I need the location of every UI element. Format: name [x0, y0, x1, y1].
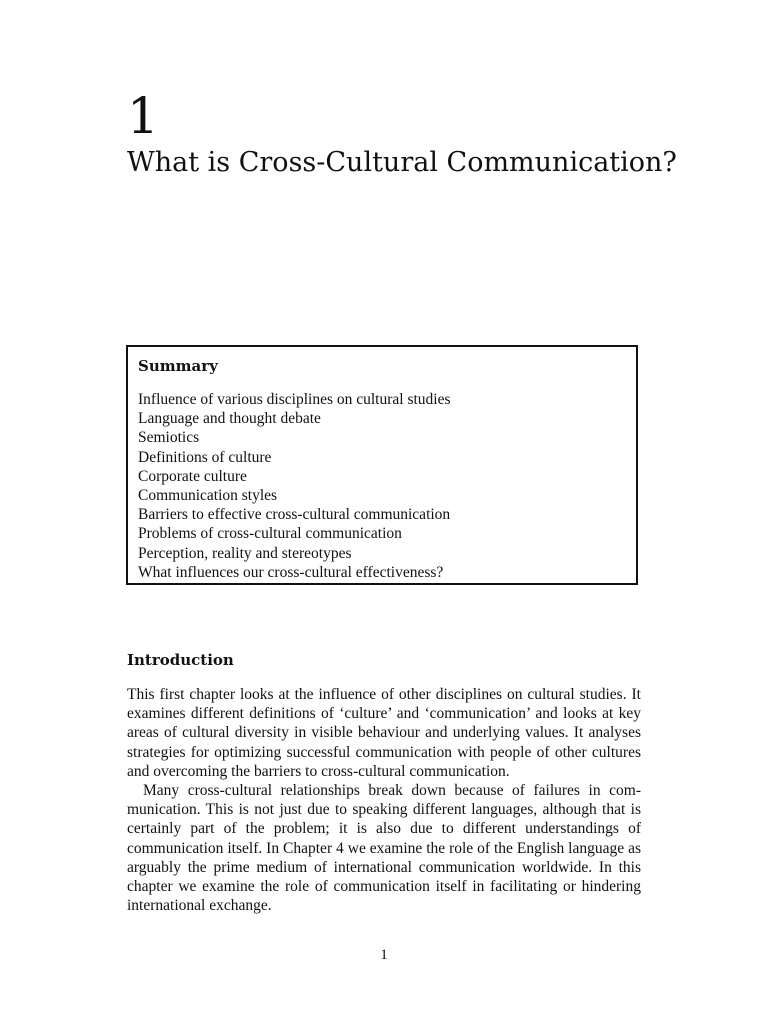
summary-box [126, 345, 638, 585]
summary-item: Problems of cross-cultural communication [138, 525, 402, 543]
summary-item: Perception, reality and stereotypes [138, 544, 352, 562]
summary-item: Definitions of culture [138, 448, 272, 466]
summary-item: Influence of various disciplines on cultural studies [138, 391, 451, 408]
summary-item: Language and thought debate [138, 410, 321, 428]
summary-item: What influences our cross-cultural effectiveness? [138, 563, 444, 581]
chapter-number: 1 [127, 87, 159, 145]
summary-item: Communication styles [138, 487, 278, 505]
introduction-heading: Introduction [127, 651, 234, 669]
summary-item: Semiotics [138, 429, 200, 447]
summary-item: Barriers to effective cross-cultural communication [138, 506, 451, 524]
chapter-title: What is Cross-Cultural Communication? [127, 147, 677, 178]
introduction-body [127, 685, 641, 915]
body-paragraph: Many cross-cultural relationships break down because of failures in communication. This is not just due to speaking different languages, although that is certainly part of the problem; it is also due to different understandings of communication itself. In Chapter 4 we examine the role of the English language as arguably the prime medium of international communication worldwide. In this chapter we examine the role of communication itself in facilitating or hindering international exchange. [127, 782, 641, 915]
summary-heading: Summary [138, 357, 218, 375]
summary-list [138, 390, 626, 582]
page-number: 1 [380, 947, 388, 963]
summary-item: Corporate culture [138, 467, 247, 485]
body-paragraph: This first chapter looks at the influence of other disciplines on cultural studies. It examines different definitions of ‘culture’ and ‘communication’ and looks at key areas of cultural diversity in visible behaviour and underlying values. It analyses strategies for optimizing successful communication with people of other cultures and overcoming the barriers to cross-cultural communication. [127, 686, 641, 780]
